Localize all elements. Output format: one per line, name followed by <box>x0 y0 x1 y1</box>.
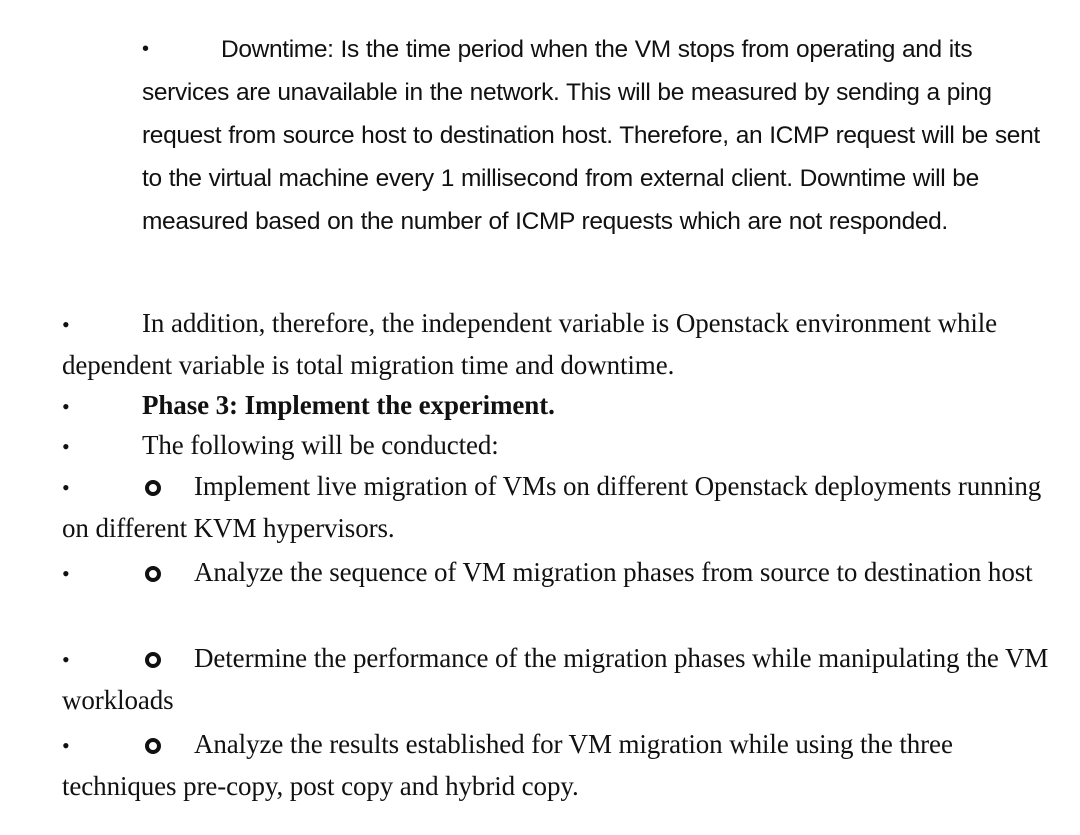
phase3-text: Phase 3: Implement the experiment. <box>142 390 555 420</box>
downtime-text: Downtime: Is the time period when the VM stops from operating and its services are unavailable in the network. This will be measured by sending a ping request from source host to destination host. Therefore, an ICMP request will be sent to the virtual machine every 1 millisecond from external client. Downtime will be measured based on the number of ICMP requests which are not responded. <box>142 36 1040 235</box>
circle-bullet-icon <box>145 480 161 496</box>
bullet-marker: • <box>62 475 70 500</box>
bullet-marker: • <box>142 38 149 60</box>
following-paragraph <box>62 425 1057 467</box>
bullet-marker: • <box>62 434 70 459</box>
downtime-paragraph <box>142 28 1057 243</box>
addition-text: In addition, therefore, the independent variable is Openstack environment while dependent variable is total migration time and downtime. <box>62 308 998 380</box>
circle-bullet-icon <box>145 566 161 582</box>
sub-item-text: Analyze the sequence of VM migration phases from source to destination host <box>194 557 1033 587</box>
circle-bullet-icon <box>145 738 161 754</box>
sub-item-performance <box>62 638 1057 721</box>
sub-item-text: Determine the performance of the migration phases while manipulating the VM workloads <box>62 643 1049 715</box>
circle-bullet-icon <box>145 652 161 668</box>
bullet-marker: • <box>62 394 70 419</box>
sub-item-results <box>62 724 1057 807</box>
phase3-heading <box>62 385 1057 427</box>
bullet-marker: • <box>62 647 70 672</box>
sub-item-sequence <box>62 552 1057 594</box>
following-text: The following will be conducted: <box>142 430 499 460</box>
bullet-marker: • <box>62 312 70 337</box>
sub-item-text: Implement live migration of VMs on different Openstack deployments running on different KVM hypervisors. <box>62 471 1042 543</box>
bullet-marker: • <box>62 561 70 586</box>
bullet-marker: • <box>62 733 70 758</box>
sub-item-text: Analyze the results established for VM migration while using the three techniques pre-copy, post copy and hybrid copy. <box>62 729 953 801</box>
sub-item-live-migration <box>62 466 1057 549</box>
addition-paragraph <box>62 303 1057 386</box>
